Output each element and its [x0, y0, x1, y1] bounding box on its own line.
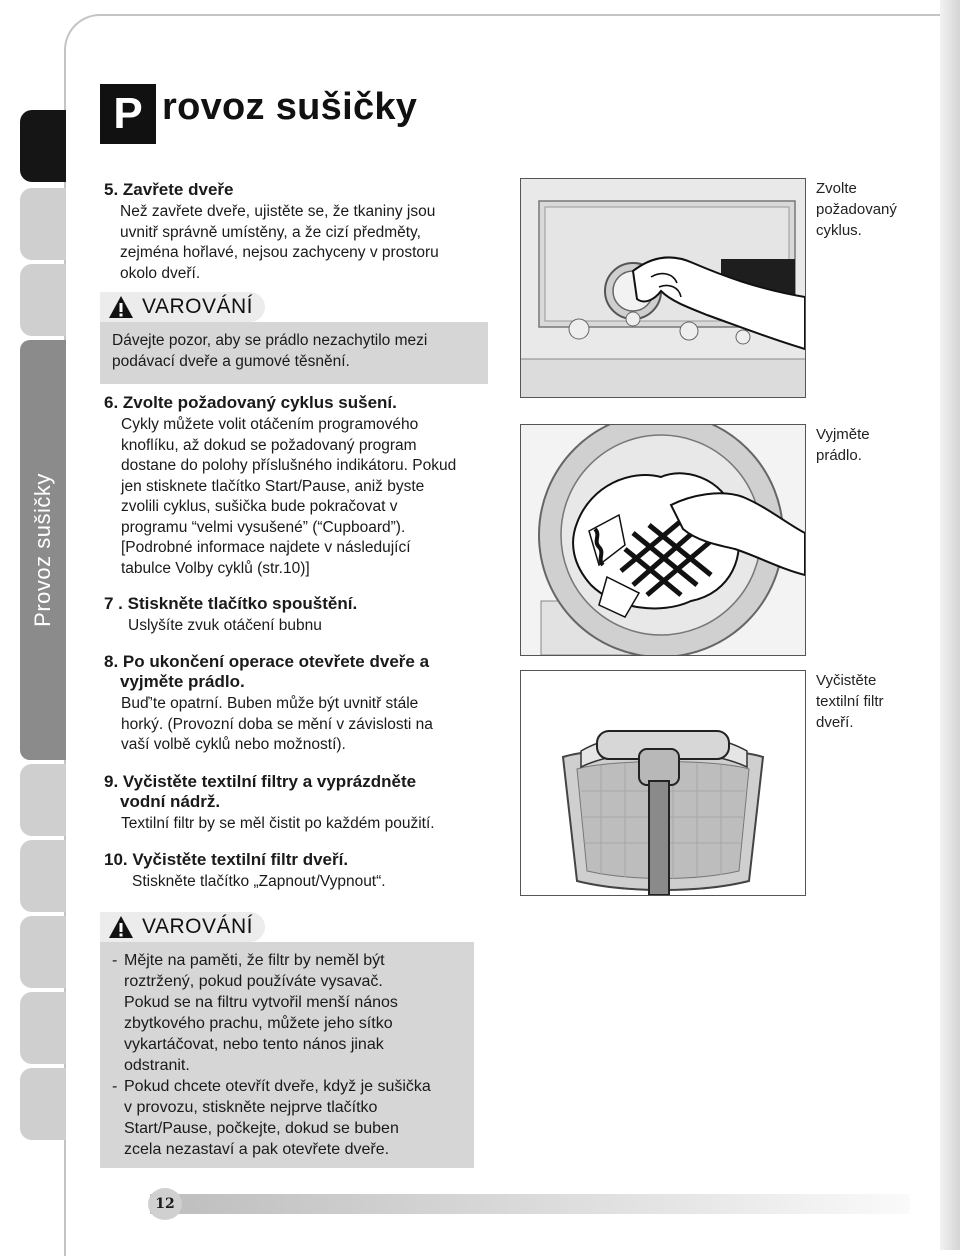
page-title: rovoz sušičky — [162, 86, 418, 128]
page-title-initial: P — [100, 84, 156, 144]
page-footer-bar — [150, 1194, 910, 1214]
step-heading: 8. Po ukončení operace otevřete dveře a vyjměte prádlo. — [104, 652, 430, 691]
control-knob-illustration — [520, 178, 806, 398]
warning-triangle-icon — [108, 915, 134, 939]
step-text: Než zavřete dveře, ujistěte se, že tkaniny jsou uvnitř správně umístěny, a že cizí předměty, zejména hořlavé, nejsou zachyceny v prostoru okolo dveří. — [120, 203, 439, 282]
step-7 — [104, 594, 514, 637]
step-heading: 6. Zvolte požadovaný cyklus sušení. — [104, 393, 397, 412]
warning-badge: VAROVÁNÍ — [100, 912, 265, 942]
step-8 — [104, 652, 514, 756]
warning-triangle-icon — [108, 295, 134, 319]
step-10 — [104, 850, 514, 893]
warning-box: Dávejte pozor, aby se prádlo nezachytilo mezi podávací dveře a gumové těsnění. — [100, 322, 488, 384]
section-tab[interactable] — [20, 764, 66, 836]
step-heading: 9. Vyčistěte textilní filtry a vyprázdněte vodní nádrž. — [104, 772, 417, 811]
step-heading: 5. Zavřete dveře — [104, 180, 234, 199]
figure-caption: Vyčistěte textilní filtr dveří. — [816, 672, 884, 731]
step-text: Uslyšíte zvuk otáčení bubnu — [128, 617, 322, 634]
page-number: 12 — [148, 1188, 182, 1220]
section-tab[interactable] — [20, 1068, 66, 1140]
lint-filter-illustration — [520, 670, 806, 896]
step-text: Textilní filtr by se měl čistit po každém použití. — [121, 815, 435, 832]
step-6 — [104, 393, 514, 579]
side-section-label: Provoz sušičky — [30, 473, 55, 627]
section-tab[interactable] — [20, 188, 66, 260]
warning-bullet: - Pokud chcete otevřít dveře, když je sušička v provozu, stiskněte nejprve tlačítko Start/Pause, počkejte, dokud se buben zcela nezastaví a pak otevřete dveře. — [112, 1078, 431, 1158]
step-text: Stiskněte tlačítko „Zapnout/Vypnout“. — [132, 873, 386, 890]
figure-caption: Zvolte požadovaný cyklus. — [816, 180, 897, 239]
step-text: Cykly můžete volit otáčením programového knoflíku, až dokud se požadovaný program dostane do polohy příslušného indikátoru. Pokud jen stisknete tlačítko Start/Pause, aniž byste zvolili cyklus, sušička bude pokračovat v programu “velmi vysušené” (“Cupboard”). [Podrobné informace najdete v následující tabulce Volby cyklů (str.10)] — [121, 416, 457, 577]
step-5 — [104, 180, 504, 284]
section-tab-active[interactable] — [20, 110, 66, 182]
warning-bullet: - Mějte na paměti, že filtr by neměl být roztržený, pokud používáte vysavač. Pokud se na filtru vytvořil menší nános zbytkového prachu, můžete jeho sítko vykartáčovat, nebo tento nános jinak odstranit. — [112, 952, 398, 1074]
step-heading: 10. Vyčistěte textilní filtr dveří. — [104, 850, 349, 869]
step-text: Buď’te opatrní. Buben může být uvnitř stále horký. (Provozní doba se mění v závislosti na vaší volbě cyklů nebo možností). — [121, 695, 433, 753]
step-9 — [104, 772, 514, 835]
section-tab[interactable] — [20, 264, 66, 336]
step-heading: 7 . Stiskněte tlačítko spouštění. — [104, 594, 358, 613]
page-edge — [940, 0, 960, 1250]
section-tab[interactable] — [20, 916, 66, 988]
section-tab[interactable] — [20, 840, 66, 912]
warning-box — [100, 942, 474, 1168]
figure-caption: Vyjměte prádlo. — [816, 426, 870, 464]
section-tab[interactable] — [20, 992, 66, 1064]
warning-badge: VAROVÁNÍ — [100, 292, 265, 322]
remove-laundry-illustration — [520, 424, 806, 656]
